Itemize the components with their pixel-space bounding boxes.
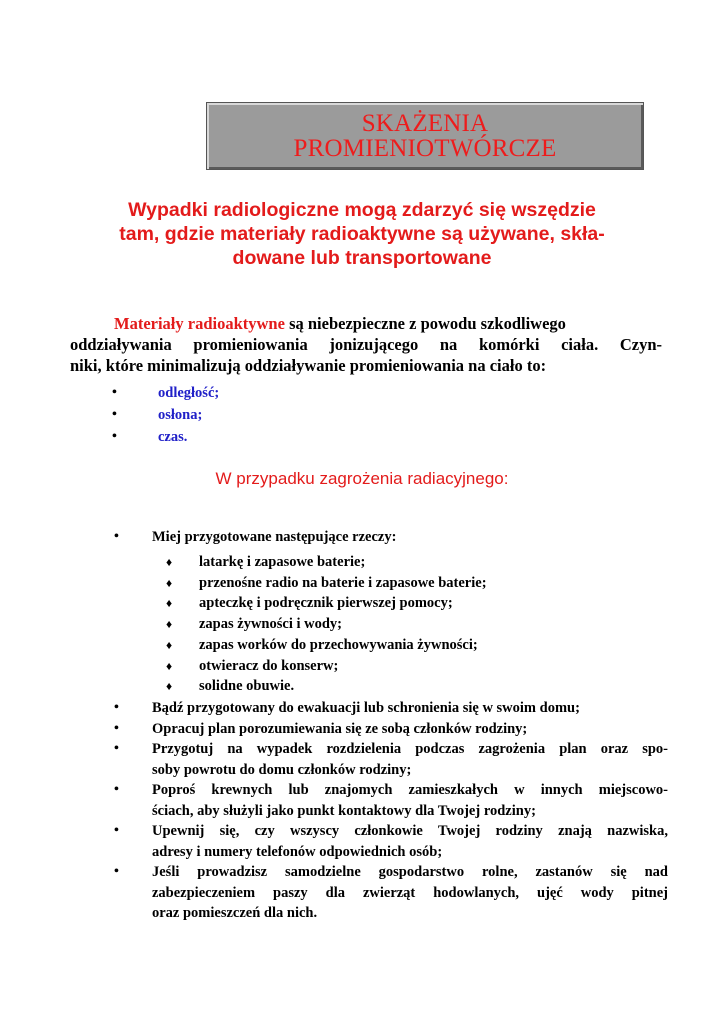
title-box <box>206 102 644 170</box>
supply-item <box>108 593 668 614</box>
headline-line: Wypadki radiologiczne mogą zdarzyć się wszędzie <box>128 199 596 221</box>
factors-list <box>108 382 219 448</box>
supply-text: przenośne radio na baterie i zapasowe baterie; <box>199 574 487 591</box>
item-line: Jeśli prowadzisz samodzielne gospodarstwo rolne, zastanów się nad <box>152 864 668 880</box>
list-item <box>108 382 219 404</box>
item-text <box>152 739 668 780</box>
item-line: Upewnij się, czy wszyscy członkowie Twojej rodziny znają nazwiska, <box>152 823 668 839</box>
diamond-bullet-icon: ♦ <box>166 658 173 673</box>
list-item <box>108 426 219 448</box>
factor-text: odległość; <box>158 385 220 401</box>
item-line: oraz pomieszczeń dla nich. <box>152 905 318 921</box>
factor-text: osłona; <box>158 407 203 423</box>
factor-text: czas. <box>158 429 188 445</box>
bullet-icon: • <box>114 741 119 756</box>
headline <box>60 198 664 270</box>
supplies-list <box>108 552 668 697</box>
item-line: soby powrotu do domu członków rodziny; <box>152 761 412 778</box>
item-line: ściach, aby służyli jako punkt kontaktowy dla Twojej rodziny; <box>152 802 536 819</box>
bullet-icon: • <box>114 700 119 715</box>
diamond-bullet-icon: ♦ <box>166 575 173 590</box>
bullet-icon: • <box>114 529 119 544</box>
item-text <box>152 862 668 924</box>
supply-item <box>108 552 668 573</box>
bullet-icon: • <box>114 823 119 838</box>
list-item <box>108 739 668 780</box>
bullet-icon: • <box>112 429 117 444</box>
intro-line <box>70 313 662 334</box>
diamond-bullet-icon: ♦ <box>166 596 173 611</box>
supply-text: apteczkę i podręcznik pierwszej pomocy; <box>199 595 453 612</box>
supply-item <box>108 656 668 677</box>
list-item <box>108 862 668 924</box>
intro-line-1-rest: są niebezpieczne z powodu szkodliwego <box>284 314 566 333</box>
supply-text: latarkę i zapasowe baterie; <box>199 554 366 570</box>
supply-text: zapas żywności i wody; <box>199 616 342 633</box>
bullet-icon: • <box>112 385 117 400</box>
supply-text: otwieracz do konserw; <box>199 657 339 674</box>
intro-line: niki, które minimalizują oddziaływanie promieniowania na ciało to: <box>70 356 547 375</box>
item-line: Poproś krewnych lub znajomych zamieszkałych w innych miejscowo- <box>152 782 668 798</box>
item-text <box>152 780 668 821</box>
headline-line: dowane lub transportowane <box>232 247 492 269</box>
item-line: Przygotuj na wypadek rozdzielenia podczas zagrożenia plan oraz spo- <box>152 741 668 757</box>
item-line: Opracuj plan porozumiewania się ze sobą członków rodziny; <box>152 720 528 737</box>
item-line: adresy i numery telefonów odpowiednich osób; <box>152 843 443 860</box>
item-text <box>152 719 668 740</box>
diamond-bullet-icon: ♦ <box>166 679 173 694</box>
item-line: zabezpieczeniem paszy dla zwierząt hodowlanych, ujęć wody pitnej <box>152 884 668 901</box>
list-item <box>108 719 668 740</box>
item-text <box>152 821 668 862</box>
supply-item <box>108 635 668 656</box>
list-item <box>108 780 668 821</box>
intro-term: Materiały radioaktywne <box>114 314 285 333</box>
list-item <box>108 404 219 426</box>
bullet-icon: • <box>114 864 119 879</box>
bullet-icon: • <box>114 720 119 736</box>
list-item <box>108 821 668 862</box>
diamond-bullet-icon: ♦ <box>166 617 173 632</box>
bullet-icon: • <box>112 407 117 422</box>
item-line: Bądź przygotowany do ewakuacji lub schronienia się w swoim domu; <box>152 700 580 716</box>
instructions-list <box>108 698 668 924</box>
title-line-2: PROMIENIOTWÓRCZE <box>293 135 557 162</box>
bullet-icon: • <box>114 782 119 797</box>
intro-line: oddziaływania promieniowania jonizującego na komórki ciała. Czyn- <box>70 335 662 354</box>
headline-line: tam, gdzie materiały radioaktywne są używane, skła- <box>119 223 605 245</box>
item-text: Miej przygotowane następujące rzeczy: <box>152 529 397 545</box>
supply-item <box>108 573 668 594</box>
diamond-bullet-icon: ♦ <box>166 637 173 652</box>
list-item <box>108 698 668 719</box>
intro-paragraph <box>70 313 662 376</box>
supply-item <box>108 614 668 635</box>
supply-text: zapas worków do przechowywania żywności; <box>199 636 478 653</box>
instructions-list <box>108 527 668 552</box>
list-item <box>108 527 668 548</box>
title-line-1: SKAŻENIA <box>361 110 489 137</box>
diamond-bullet-icon: ♦ <box>166 555 173 569</box>
supply-text: solidne obuwie. <box>199 678 295 695</box>
section-heading: W przypadku zagrożenia radiacyjnego: <box>215 469 509 488</box>
item-text <box>152 698 668 719</box>
supply-item <box>108 676 668 697</box>
